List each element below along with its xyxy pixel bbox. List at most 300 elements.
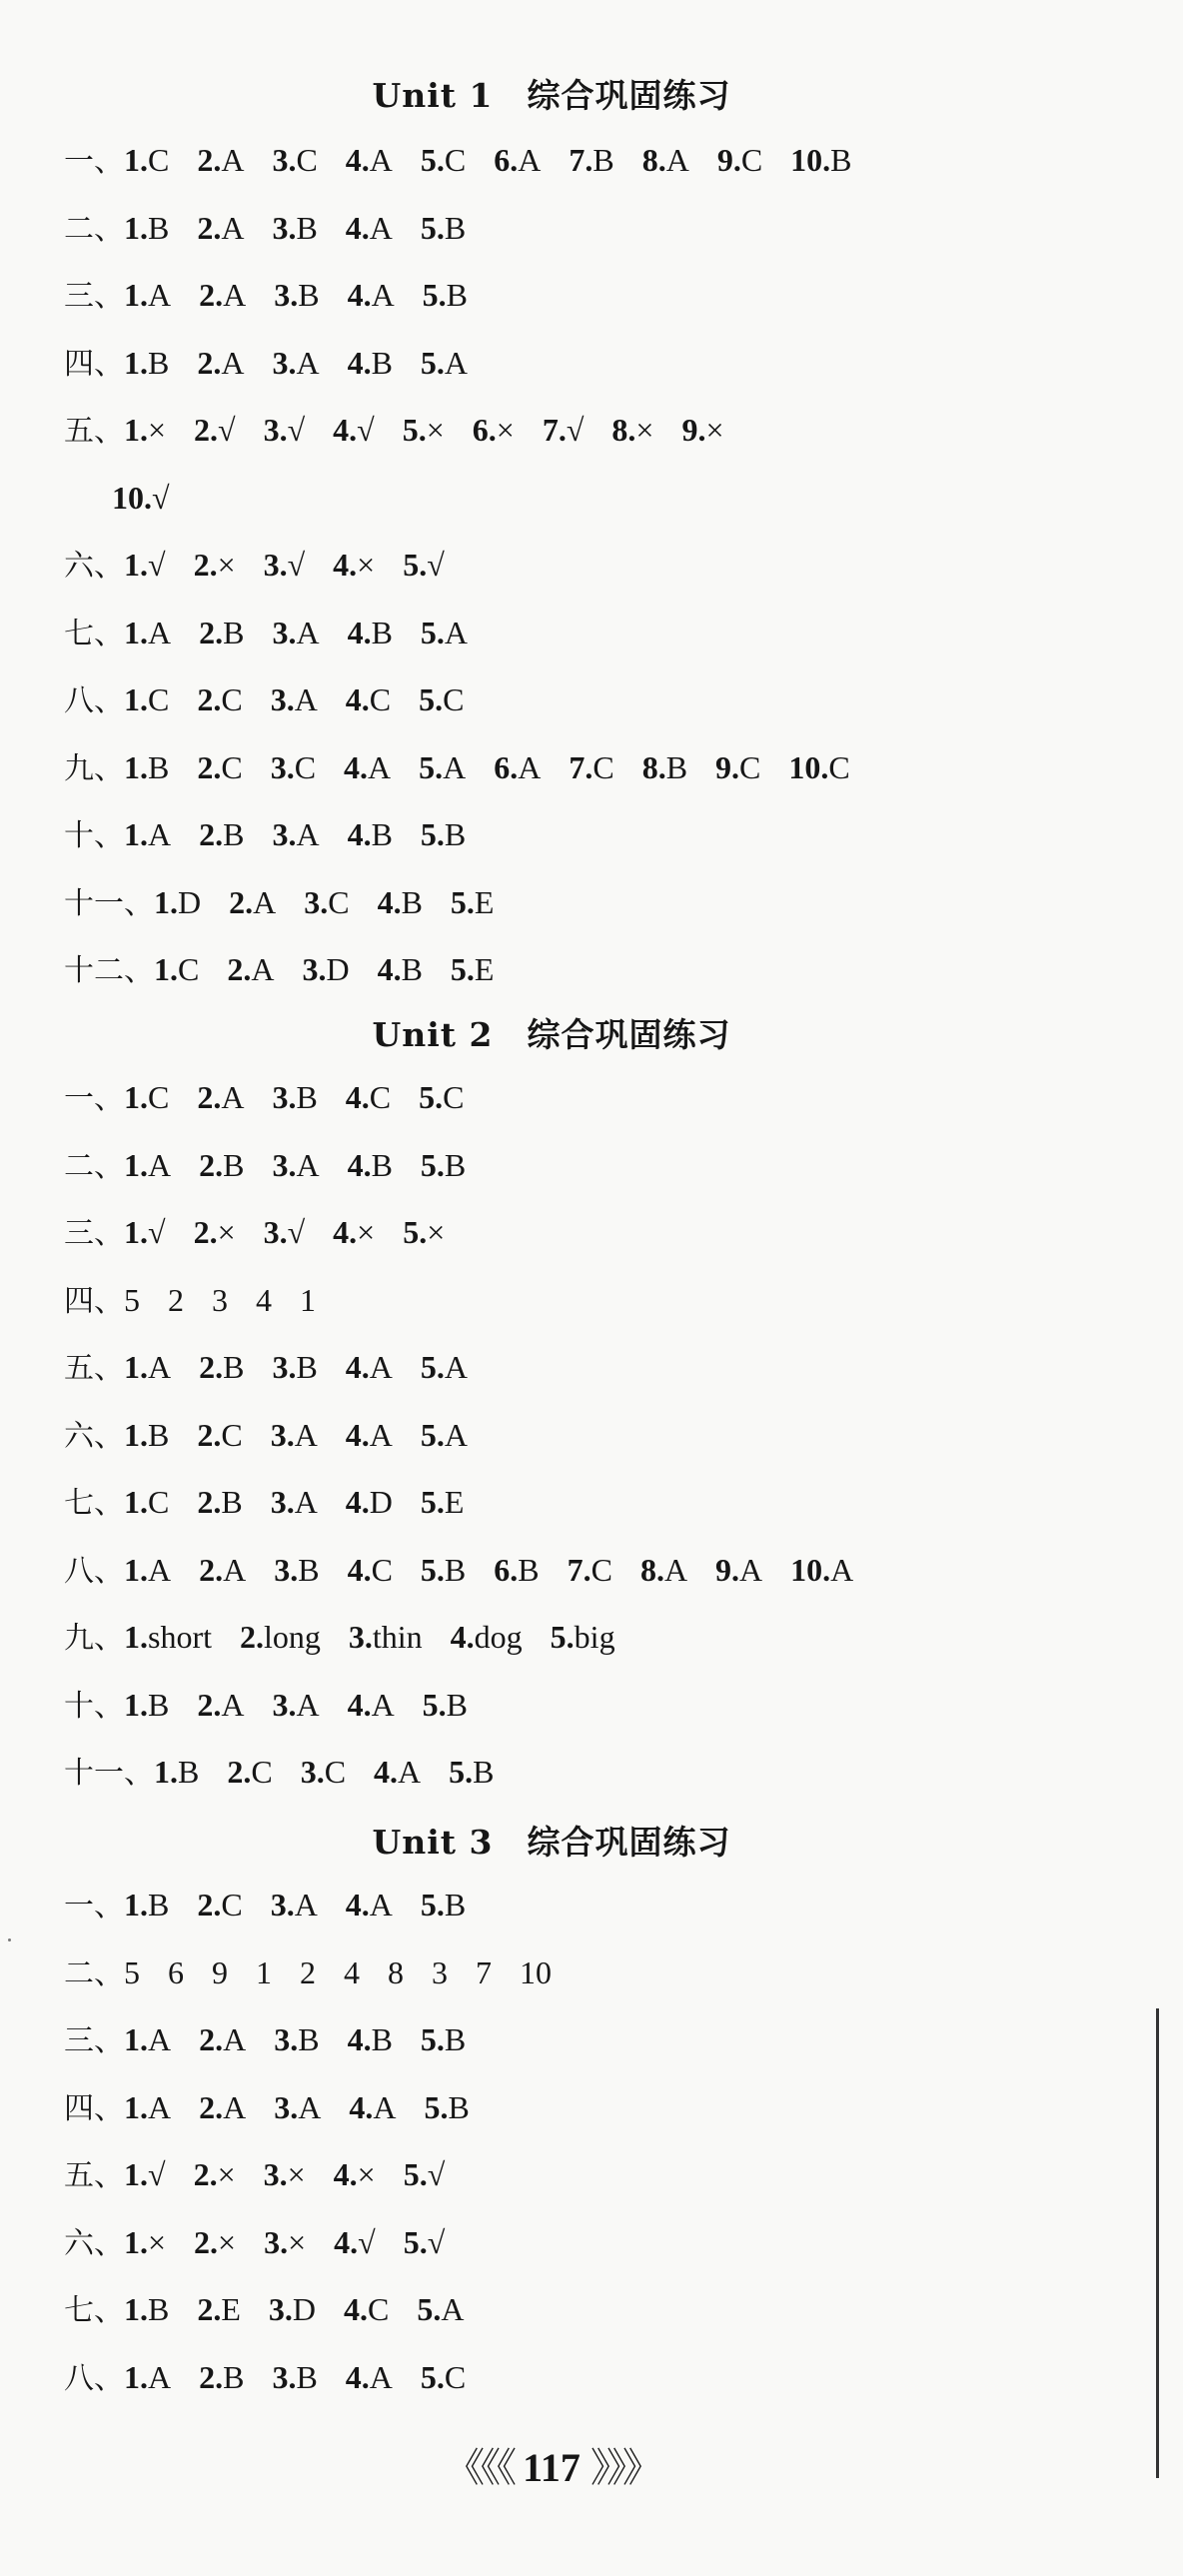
question-number: 5. [420,816,445,852]
answer-value: A [296,1147,320,1183]
answer-value: A [148,2089,172,2125]
answer-item [199,613,244,652]
question-number: 3. [348,1619,373,1655]
answer-item [348,1685,395,1725]
question-group-label: 十、 [64,1689,124,1724]
answer-item [272,1347,317,1387]
answer-item [124,410,166,450]
answer-value: B [298,1552,320,1588]
question-number: 7. [542,412,567,448]
answer-item [264,1212,306,1252]
answer-value: B [444,1147,467,1183]
answer-value: B [371,2021,393,2057]
question-group-label: 六、 [64,2226,124,2261]
question-group-label: 十、 [64,818,124,853]
question-number: 5. [420,1552,445,1588]
answer-item [124,1952,140,1992]
answer-value: 3 [432,1954,448,1990]
answer-item [476,1952,492,1992]
question-number: 4. [377,884,402,920]
answer-item [199,2019,246,2059]
answer-value: A [148,1552,172,1588]
answer-value: A [369,142,393,178]
question-group-label: 六、 [64,549,124,584]
question-number: 1. [124,1147,148,1183]
answer-item [212,1952,228,1992]
answer-item [346,140,393,180]
answer-item [569,140,613,180]
question-number: 2. [197,142,222,178]
question-number: 3. [272,142,297,178]
question-number: 6. [494,749,519,785]
answer-row [64,2154,473,2196]
answer-value: A [223,2021,247,2057]
question-group-label: 五、 [64,414,124,449]
answer-row [64,140,880,182]
question-number: 2. [240,1619,264,1655]
answer-value: C [178,951,200,987]
question-number: 2. [193,547,218,583]
answer-value: B [223,615,245,650]
answer-value: A [221,1079,245,1115]
answer-row [64,1280,344,1322]
answer-item [197,747,242,787]
answer-item [494,140,541,180]
answer-item [124,2289,169,2329]
answer-value: A [371,277,395,313]
answer-value: × [217,547,236,583]
answer-value: √ [218,412,236,448]
question-number: 4. [345,1349,370,1385]
answer-item [264,2222,306,2262]
question-number: 4. [345,2359,370,2395]
answer-row [64,1347,496,1389]
question-group-label: 五、 [64,1351,124,1386]
answer-value: B [592,142,614,178]
answer-value: B [223,1349,245,1385]
question-number: 8. [641,749,666,785]
question-number: 5. [403,1214,428,1250]
answer-item [715,1550,762,1590]
answer-value: E [474,884,495,920]
answer-value: A [369,1417,393,1453]
question-number: 3. [304,884,329,920]
question-group-label: 一、 [64,1889,124,1924]
question-number: 1. [154,1754,178,1790]
answer-item [715,747,760,787]
question-group-label: 八、 [64,683,124,718]
answer-item [154,949,199,989]
answer-item [272,343,319,383]
answer-value: 2 [168,1282,184,1318]
question-group-label: 四、 [64,1284,124,1319]
answer-value: B [223,1147,245,1183]
answer-value: D [369,1484,393,1520]
question-number: 1. [124,142,148,178]
answer-value: A [221,210,245,246]
answer-value: B [444,816,467,852]
answer-value: 3 [212,1282,228,1318]
question-group-label: 九、 [64,1621,124,1656]
answer-item [333,545,375,585]
answer-item [272,1145,319,1185]
answer-value: A [294,1887,318,1923]
answer-value: C [294,749,317,785]
answer-item [124,545,166,585]
question-number: 10. [790,142,831,178]
answer-item [520,1952,552,1992]
question-number: 4. [377,951,402,987]
question-number: 4. [344,2291,368,2327]
question-number: 3. [302,951,327,987]
answer-value: D [178,884,202,920]
answer-item [124,1550,171,1590]
answer-value: A [298,2089,322,2125]
answer-value: A [368,749,392,785]
question-number: 1. [124,277,148,313]
question-number: 4. [347,1147,372,1183]
question-number: 5. [450,951,475,987]
question-number: 9. [715,1552,740,1588]
answer-value: B [446,277,469,313]
question-number: 4. [345,142,370,178]
answer-value: C [443,681,465,717]
question-number: 3. [263,412,288,448]
answer-value: 10 [520,1954,552,1990]
answer-item [642,140,689,180]
question-number: 4. [333,2156,358,2192]
answer-item [199,275,246,315]
answer-row [64,2357,494,2399]
answer-value: √ [148,1214,166,1250]
answer-value: C [592,749,614,785]
answer-value: B [444,1887,467,1923]
answer-value: C [443,1079,465,1115]
answer-item [272,613,319,652]
answer-item [197,208,244,248]
answer-item [240,1617,321,1657]
answer-row [64,882,522,924]
answer-value: √ [427,2224,446,2260]
answer-item [333,410,375,450]
question-number: 5. [422,1687,447,1723]
answer-value: A [294,1484,318,1520]
question-number: 2. [199,615,224,650]
question-number: 3. [270,1887,295,1923]
answer-item [199,1550,246,1590]
answer-item [423,1685,468,1725]
answer-item [403,410,445,450]
answer-item [346,1347,393,1387]
answer-value: C [328,884,350,920]
answer-row [64,1212,473,1254]
answer-value: C [828,749,850,785]
answer-item [272,814,319,854]
question-number: 5. [422,277,447,313]
answer-item [199,2357,244,2397]
answer-value: × [357,1214,376,1250]
question-group-label: 二、 [64,1149,124,1184]
answer-item [199,814,244,854]
answer-value: A [518,749,542,785]
question-number: 5. [420,345,445,381]
answer-item [168,1280,184,1320]
answer-item [421,2357,466,2397]
answer-item [348,343,393,383]
question-number: 5. [419,1079,444,1115]
question-number: 5. [403,2224,428,2260]
answer-value: × [148,2224,167,2260]
question-number: 2. [199,277,224,313]
question-number: 4. [345,210,370,246]
answer-row [64,2087,498,2129]
answer-item [272,1077,317,1117]
question-number: 1. [124,1687,148,1723]
answer-value: 5 [124,1954,140,1990]
question-group-label: 二、 [64,1956,124,1991]
answer-item [300,1280,316,1320]
question-group-label: 四、 [64,347,124,382]
answer-item [346,1077,391,1117]
answer-item [197,2289,241,2329]
question-number: 1. [124,345,148,381]
answer-value: B [148,1417,170,1453]
question-number: 4. [344,749,369,785]
answer-item [300,1952,316,1992]
question-number: 5. [420,615,445,650]
question-number: 2. [199,2089,224,2125]
question-number: 8. [639,1552,664,1588]
question-number: 5. [420,142,445,178]
answer-item [197,1885,242,1925]
question-number: 4. [347,2021,372,2057]
answer-item [421,1482,465,1522]
answer-item [154,1752,199,1792]
answer-item [421,1145,466,1185]
answer-value: B [298,277,320,313]
answer-item [421,814,466,854]
answer-item [124,1145,171,1185]
question-number: 2. [199,2359,224,2395]
answer-item [421,2019,466,2059]
answer-value: 4 [256,1282,272,1318]
answer-value: A [665,142,689,178]
question-number: 1. [124,1887,148,1923]
question-group-label: 三、 [64,279,124,314]
question-number: 1. [124,2224,148,2260]
answer-item [404,2154,446,2194]
answer-value: √ [357,412,375,448]
question-number: 10. [788,749,829,785]
answer-value: A [441,2291,465,2327]
answer-item [124,1617,212,1657]
answer-value: × [288,2224,307,2260]
question-number: 3. [272,1147,297,1183]
question-number: 2. [199,1552,224,1588]
answer-value: E [474,951,495,987]
answer-row [64,2222,473,2264]
answer-item [790,140,851,180]
question-number: 4. [334,2224,359,2260]
question-number: 2. [193,2156,218,2192]
question-number: 3. [270,1484,295,1520]
question-number: 8. [641,142,666,178]
answer-value: C [591,1552,612,1588]
answer-item [124,1482,169,1522]
answer-value: A [369,2359,393,2395]
question-number: 5. [424,2089,449,2125]
answer-item [271,1482,318,1522]
answer-item [264,410,306,450]
answer-value: √ [358,2224,376,2260]
answer-item [272,1685,319,1725]
question-number: 3. [272,1079,297,1115]
answer-value: × [705,412,724,448]
answer-value: A [373,2089,397,2125]
answer-value: B [444,210,467,246]
question-number: 3. [272,816,297,852]
answer-value: B [830,142,852,178]
answer-row [64,545,473,587]
answer-value: A [739,1552,763,1588]
answer-item [346,1885,393,1925]
answer-item [229,882,276,922]
question-number: 2. [197,210,222,246]
question-number: 2. [227,951,252,987]
answer-item [419,679,464,719]
question-number: 5. [417,2291,442,2327]
question-number: 9. [716,142,741,178]
question-group-label: 六、 [64,1419,124,1454]
question-group-label: 十二、 [64,953,154,988]
answer-value: B [296,210,318,246]
answer-value: C [221,1417,243,1453]
answer-value: 1 [300,1282,316,1318]
question-group-label: 七、 [64,1486,124,1521]
question-number: 3. [263,1214,288,1250]
answer-item [790,1550,853,1590]
question-number: 1. [124,1079,148,1115]
answer-value: × [635,412,654,448]
answer-value: A [251,951,275,987]
answer-value: C [369,1079,392,1115]
answer-value: A [443,749,467,785]
question-number: 6. [494,142,519,178]
question-group-label: 三、 [64,1216,124,1251]
answer-value: √ [287,547,306,583]
question-number: 5. [420,2021,445,2057]
question-number: 1. [124,1619,148,1655]
answer-item [194,545,236,585]
answer-item [197,1685,244,1725]
answer-item [494,1550,539,1590]
question-number: 5. [419,681,444,717]
section-title: Unit 2 综合巩固练习 [372,1015,731,1054]
answer-row [64,1617,643,1659]
question-number: 1. [124,2021,148,2057]
answer-item [451,1617,523,1657]
question-number: 1. [124,547,148,583]
question-number: 2. [197,749,222,785]
answer-value: C [148,142,170,178]
answer-value: A [663,1552,688,1588]
answer-item [346,1415,393,1455]
question-group-label: 五、 [64,2158,124,2193]
answer-item [346,208,393,248]
question-number: 4. [333,412,358,448]
answer-value: √ [427,547,445,583]
answer-value: × [496,412,515,448]
answer-value: √ [566,412,585,448]
answer-value: B [371,345,393,381]
answer-value: C [369,681,392,717]
answer-value: B [371,816,393,852]
question-group-label: 八、 [64,1554,124,1589]
answer-item [124,814,171,854]
answer-row [64,1685,496,1727]
answer-item [271,1415,318,1455]
answer-value: A [223,2089,247,2125]
answer-item [611,410,653,450]
question-number: 2. [197,1687,222,1723]
answer-item [154,882,201,922]
answer-item [264,2154,306,2194]
question-number: 6. [494,1552,519,1588]
answer-value: √ [148,547,166,583]
answer-item [568,1550,612,1590]
answer-item [124,343,169,383]
question-number: 4. [347,1552,372,1588]
answer-item [344,1952,360,1992]
answer-value: A [221,345,245,381]
answer-item [197,1415,242,1455]
question-number: 5. [420,1417,445,1453]
question-number: 4. [349,2089,374,2125]
question-number: 3. [263,2156,288,2192]
question-number: 5. [420,1484,445,1520]
question-number: 8. [611,412,636,448]
answer-item [421,1550,466,1590]
answer-value: B [223,2359,245,2395]
answer-row [64,1077,492,1119]
answer-row [64,1482,492,1524]
answer-value: B [665,749,688,785]
answer-value: E [444,1484,465,1520]
question-number: 2. [194,412,219,448]
question-group-label: 七、 [64,2293,124,2328]
question-number: 1. [154,951,178,987]
question-number: 2. [199,1147,224,1183]
question-number: 1. [124,681,148,717]
answer-value: B [444,2021,467,2057]
answer-row [112,478,198,518]
answer-item [421,1415,468,1455]
answer-value: A [294,1417,318,1453]
question-number: 1. [124,615,148,650]
question-number: 4. [347,615,372,650]
answer-item [199,1145,244,1185]
answer-item [274,2087,321,2127]
answer-item [421,613,468,652]
answer-value: B [148,2291,170,2327]
answer-row [64,1952,580,1994]
answer-item [256,1952,272,1992]
question-number: 3. [268,2291,293,2327]
answer-item [124,2087,171,2127]
answer-item [124,275,171,315]
answer-item [348,1145,393,1185]
answer-row [64,343,496,385]
